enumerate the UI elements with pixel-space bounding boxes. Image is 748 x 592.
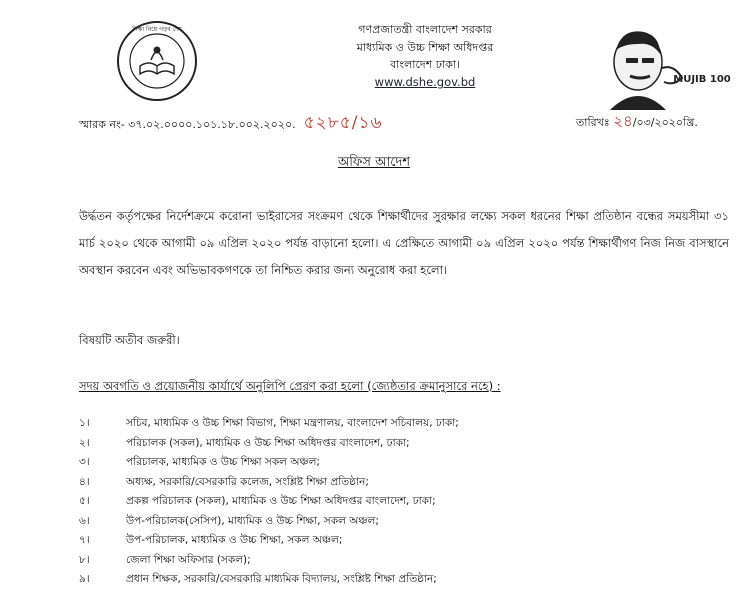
document-title [0, 153, 748, 174]
item-number: ৭। [79, 534, 90, 546]
logo-caption: শিক্ষা নিয়ে গড়ব দেশ [132, 26, 182, 33]
item-text: উপ-পরিচালক, মাধ্যমিক ও উচ্চ শিক্ষা, সকল অঞ্চল; [126, 534, 343, 546]
copy-recipient-list [79, 414, 719, 590]
title-text: অফিস আদেশ [337, 155, 411, 170]
item-text: জেলা শিক্ষা অফিসার (সকল); [126, 553, 251, 566]
item-number: ১। [79, 417, 90, 429]
mujib-100-emblem [600, 20, 731, 110]
header-directorate-line: মাধ্যমিক ও উচ্চ শিক্ষা অধিদপ্তর [356, 41, 494, 54]
copy-distribution-heading [79, 378, 501, 397]
memo-handwritten-number: ৫২৮৫/১৬ [303, 113, 383, 133]
issue-date [576, 110, 698, 135]
item-number: ৫। [79, 495, 90, 507]
item-text: প্রকল্প পরিচালক (সকল), মাধ্যমিক ও উচ্চ শিক্ষা অধিদপ্তর বাংলাদেশ, ঢাকা; [126, 495, 436, 507]
emblem-text: MUJIB 100 [673, 74, 731, 85]
list-item [79, 492, 719, 512]
urgent-note: বিষয়টি অতীব জরুরী। [79, 333, 180, 347]
copy-intro-text: সদয় অবগতি ও প্রয়োজনীয় কার্যার্থে অনুলিপি প্রেরণ করা হলো (জ্যেষ্ঠতার ক্রমানুসারে নহে) : [79, 379, 501, 393]
item-text: উপ-পরিচালক(সেসিপ), মাধ্যমিক ও উচ্চ শিক্ষা, সকল অঞ্চল; [126, 514, 379, 527]
memo-label: স্মারক নং- ৩৭.০২.০০০০.১০১.১৮.০০২.২০২০. [79, 118, 296, 131]
dshe-logo [116, 20, 198, 102]
date-label: তারিখঃ [576, 116, 610, 129]
item-text: প্রধান শিক্ষক, সরকারি/বেসরকারি মাধ্যমিক বিদ্যালয়, সংশ্লিষ্ট শিক্ষা প্রতিষ্ঠান; [126, 573, 437, 585]
date-month-year: /০৩/২০২০খ্রি. [632, 116, 698, 129]
list-item [79, 531, 719, 551]
item-number: ৯। [79, 573, 90, 585]
header-location-line: বাংলাদেশ ঢাকা। [390, 58, 460, 71]
list-item [79, 434, 719, 454]
item-number: ৪। [79, 475, 90, 488]
list-item [79, 512, 719, 532]
list-item [79, 473, 719, 493]
item-text: পরিচালক, মাধ্যমিক ও উচ্চ শিক্ষা সকল অঞ্চল; [126, 456, 320, 468]
header-government-line: গণপ্রজাতন্ত্রী বাংলাদেশ সরকার [358, 23, 492, 36]
item-number: ৮। [79, 553, 90, 566]
list-item [79, 453, 719, 473]
list-item [79, 551, 719, 571]
item-number: ৬। [79, 514, 90, 527]
list-item [79, 570, 719, 590]
item-number: ২। [79, 436, 90, 449]
list-item [79, 414, 719, 434]
header-website-link[interactable]: www.dshe.gov.bd [374, 75, 476, 89]
item-text: সচিব, মাধ্যমিক ও উচ্চ শিক্ষা বিভাগ, শিক্ষা মন্ত্রণালয়, বাংলাদেশ সচিবালয়, ঢাকা; [126, 417, 459, 429]
order-body-paragraph: উর্দ্ধতন কর্তৃপক্ষের নির্দেশক্রমে করোনা ভাইরাসের সংক্রমণ থেকে শিক্ষার্থীদের সুরক্ষার লক্ষ্যে সকল ধরনের শিক্ষা প্রতিষ্ঠান বন্ধের সময়সীমা ৩১ মার্চ ২০২০ থেকে আগামী ০৯ এপ্রিল ২০২০ পর্যন্ত বাড়ানো হলো। এ প্রেক্ষিতে আগামী ০৯ এপ্রিল ২০২০ পর্যন্ত শিক্ষার্থীগণ নিজ নিজ বাসস্থানে অবস্থান করবেন এবং অভিভাবকগণকে তা নিশ্চিত করার জন্য অনুরোধ করা হলো। [79, 209, 729, 277]
date-handwritten-day: ২৪ [613, 112, 633, 130]
item-text: পরিচালক (সকল), মাধ্যমিক ও উচ্চ শিক্ষা অধিদপ্তর বাংলাদেশ, ঢাকা; [126, 436, 410, 449]
item-number: ৩। [79, 456, 90, 468]
memo-number [79, 110, 383, 138]
item-text: অধ্যক্ষ, সরকারি/বেসরকারি কলেজ, সংশ্লিষ্ট শিক্ষা প্রতিষ্ঠান; [126, 475, 369, 488]
